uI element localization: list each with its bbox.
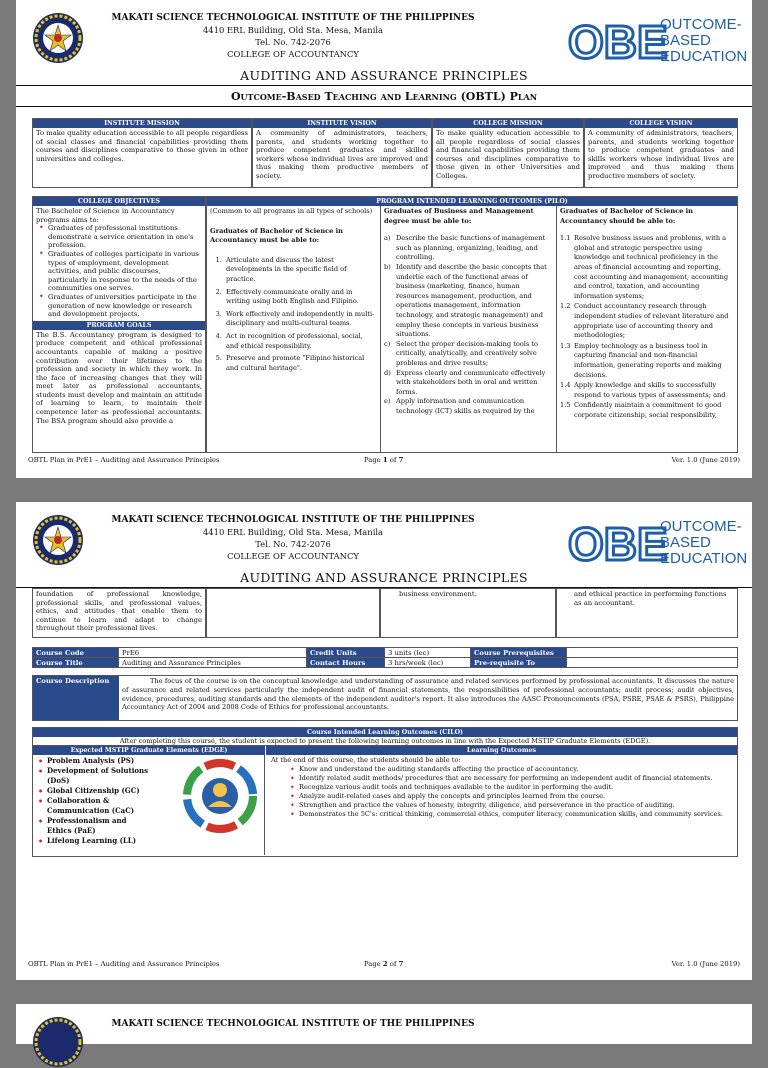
institution-address: 4410 ERL Building, Old Sta. Mesa, Manila	[202, 527, 384, 537]
college-mission-text: To make quality education accessible to all people regardless of social classes and financial capabilities providing them courses and disciplines comparative to those given in other Universities and Colleges.	[436, 129, 580, 180]
footer-doc-title: OBTL Plan in PrE1 – Auditing and Assurance Principles	[28, 456, 220, 464]
cilo-body	[33, 755, 737, 855]
divider	[16, 85, 752, 86]
page-3	[16, 1004, 752, 1044]
footer-page-number: Page 2 of 7	[364, 960, 404, 968]
pilo-common-continued	[206, 588, 380, 638]
list-item: • Lifelong Learning (LL)	[47, 836, 153, 846]
contact-hours-label: Contact Hours	[307, 658, 385, 668]
course-description-label: Course Description	[33, 676, 119, 720]
obe-logo-line-2: BASED	[660, 534, 711, 551]
college-mission-box	[432, 118, 584, 188]
footer-doc-title: OBTL Plan in PrE1 – Auditing and Assurance Principles	[28, 960, 220, 968]
footer-version: Ver. 1.0 (June 2019)	[671, 960, 740, 968]
learning-outcomes-intro: At the end of this course, the students should be able to:	[271, 756, 461, 764]
page-header	[16, 502, 752, 570]
list-item: 1.2 Conduct accountancy research through independent studies of relevant literature and appropriate use of accounting theory and methodologies;	[560, 302, 729, 340]
pilo-box	[206, 196, 738, 453]
institution-block	[98, 12, 488, 60]
divider	[16, 106, 752, 107]
prerequisite-to-value	[567, 658, 738, 668]
institute-seal-icon	[32, 514, 84, 566]
obe-logo-mark: OBE	[568, 16, 668, 66]
list-item: • Graduates of universities participate in the generation of new knowledge or research and development projects.	[48, 293, 202, 319]
list-item: 1. Articulate and discuss the latest developments in the specific field of practice.	[224, 256, 377, 285]
program-goals-head: PROGRAM GOALS	[33, 321, 205, 330]
list-item: 2. Effectively communicate orally and in writing using both English and Filipino.	[224, 288, 377, 307]
course-prerequisites-value	[567, 648, 738, 658]
institution-name: MAKATI SCIENCE TECHNOLOGICAL INSTITUTE OF THE PHILIPPINES	[111, 1019, 475, 1029]
course-description-box	[32, 675, 738, 721]
college-objectives-box	[32, 196, 206, 453]
institute-mission-text: To make quality education accessible to all people regardless of social classes and financial capabilities providing them courses and disciplines comparative to those given in other universities and colleges.	[36, 129, 248, 163]
credit-units-label: Credit Units	[307, 648, 385, 658]
college-objectives-body	[33, 206, 205, 320]
pilo-business-column	[381, 206, 557, 453]
college-objectives-list	[36, 224, 202, 319]
list-item: 1.3 Employ technology as a business tool in capturing financial and non-financial information, generating reports and making decisions.	[560, 341, 722, 379]
list-item: • Graduates of colleges participate in various types of employment, development activities, and public discourses, particularly in response to the needs of the communities one serves.	[48, 250, 202, 293]
cilo-column-heads	[33, 746, 737, 755]
list-item: • Recognize various audit tools and techniques available to the auditor in performing the audit.	[299, 783, 731, 792]
obe-logo-line-3: EDUCATION	[660, 48, 748, 65]
course-prerequisites-label: Course Prerequisites	[471, 648, 567, 658]
list-item: c) Select the proper decision-making tools to critically, analytically, and creatively solve problems and drive results;	[384, 339, 538, 367]
page-header	[16, 0, 752, 68]
college-vision-box	[584, 118, 738, 188]
obe-logo-line-2: BASED	[660, 32, 711, 49]
pilo-common-list	[210, 256, 377, 374]
cilo-subtext: After completing this course, the student is expected to present the following learning outcomes in line with the Expected MSTIP Graduate Elements (EDGE).	[33, 737, 737, 746]
list-item: 1.1 Resolve business issues and problems, with a global and strategic perspective using knowledge and technical proficiency in the areas of financial accounting and reporting, cost accounting and management, accounting and control, taxation, and accounting information systems;	[560, 234, 729, 300]
institute-vision-head: INSTITUTE VISION	[253, 119, 431, 128]
page-1	[16, 0, 752, 478]
list-item: 5. Preserve and promote "Filipino historical and cultural heritage".	[224, 354, 377, 373]
list-item: • Demonstrates the 5C's: critical thinking, commercial ethics, computer literacy, communication skills, and community services.	[299, 810, 731, 819]
pilo-accountancy-continued: and ethical practice in performing functions as an accountant.	[556, 588, 738, 638]
college-objectives-head: COLLEGE OBJECTIVES	[33, 197, 205, 206]
institution-block	[98, 514, 488, 562]
footer-page-number: Page 1 of 7	[364, 456, 404, 464]
college-vision-head: COLLEGE VISION	[585, 119, 737, 128]
institution-name: MAKATI SCIENCE TECHNOLOGICAL INSTITUTE OF THE PHILIPPINES	[111, 13, 475, 23]
list-item: • Problem Analysis (PS)	[47, 756, 153, 766]
course-info-table	[32, 647, 738, 668]
list-item: • Strengthen and practice the values of honesty, integrity, diligence, and perseverance in the practice of auditing.	[299, 801, 731, 810]
list-item: • Identify related audit methods/ procedures that are necessary for performing an independent audit of financial statements.	[299, 774, 731, 783]
course-heading: AUDITING AND ASSURANCE PRINCIPLES	[240, 68, 528, 83]
page-2	[16, 502, 752, 980]
list-item: • Collaboration & Communication (CaC)	[47, 796, 153, 816]
course-code-value: PrE6	[119, 648, 307, 658]
pilo-accountancy-column	[557, 206, 737, 453]
learning-outcomes-column	[265, 755, 737, 855]
course-heading: AUDITING AND ASSURANCE PRINCIPLES	[240, 570, 528, 585]
obe-logo-line-3: EDUCATION	[660, 550, 748, 567]
learning-outcomes-head: Learning Outcomes	[265, 746, 737, 755]
college-vision-text: A community of administrators, teachers, parents, and students working together to produce competent graduates and skills workers whose individual lives are improved and thus making them productive members of society.	[588, 129, 734, 180]
prerequisite-to-label: Pre-requisite To	[471, 658, 567, 668]
obe-logo-mark: OBE	[568, 518, 668, 568]
program-goals-text: The B.S. Accountancy program is designed to produce competent and ethical professional accountants capable of making a positive contribution over their lifetimes to the profession and society in which they work. In the face of increasing changes that they will meet later as professional accountants, students must develop and maintain an attitude of learning to learn, to maintain their competence later as professional accountants. The BSA program should also provide a	[36, 330, 202, 425]
edge-list	[33, 755, 153, 846]
college-name: COLLEGE OF ACCOUNTANCY	[227, 551, 359, 561]
institution-block	[98, 1018, 488, 1030]
obe-logo-line-1: OUTCOME-	[660, 518, 742, 535]
list-item: • Development of Solutions (DoS)	[47, 766, 153, 786]
institute-seal-icon	[32, 12, 84, 64]
list-item: 1.5 Confidently maintain a commitment to good corporate citizenship, social responsibility,	[560, 401, 722, 419]
list-item: e) Apply information and communication technology (ICT) skills as required by the	[384, 397, 535, 415]
pilo-common-intro: Graduates of Bachelor of Science in Accountancy must be able to:	[210, 226, 343, 245]
cilo-head: Course Intended Learning Outcomes (CILO)	[33, 728, 737, 737]
learning-outcomes-list	[271, 765, 731, 819]
plan-title: Outcome-Based Teaching and Learning (OBTL) Plan	[230, 90, 538, 103]
program-goals-continued: foundation of professional knowledge, professional skills, and professional values, ethics, and attitudes that enable them to continue to learn and adapt to change throughout their professional lives.	[32, 588, 206, 638]
list-item: b) Identify and describe the basic concepts that underlie each of the functional areas of business (marketing, finance, human resources management, production, and operations management, information technology, and strategic management) and employ these concepts in various business situations.	[384, 262, 547, 339]
college-objectives-intro: The Bachelor of Science in Accountancy programs aims to:	[36, 207, 175, 224]
list-item: a) Describe the basic functions of management such as planning, organizing, leading, and controlling.	[384, 234, 546, 262]
institute-vision-text: A community of administrators, teachers, parents, and students working together to produce competent graduates and skilled workers whose individual lives are improved and thus making them productive members of society.	[256, 129, 428, 180]
edge-head: Expected MSTIP Graduate Elements (EDGE)	[33, 746, 265, 755]
list-item: • Know and understand the auditing standards affecting the practice of accountancy.	[299, 765, 731, 774]
pilo-common-column	[207, 206, 381, 453]
list-item: • Analyze audit-related cases and apply the concepts and principles learned from the course.	[299, 792, 731, 801]
institute-mission-head: INSTITUTE MISSION	[33, 119, 251, 128]
institution-tel: Tel. No. 742-2076	[255, 539, 331, 549]
obe-logo-icon	[568, 516, 748, 568]
pilo-business-intro: Graduates of Business and Management degree must be able to:	[384, 207, 534, 225]
edge-cycle-graphic-icon	[183, 759, 257, 833]
contact-hours-value: 3 hrs/week (lec)	[385, 658, 471, 668]
course-title-value: Auditing and Assurance Principles	[119, 658, 307, 668]
list-item: • Professionalism and Ethics (PaE)	[47, 816, 153, 836]
list-item: • Global Citizenship (GC)	[47, 786, 153, 796]
pilo-head: PROGRAM INTENDED LEARNING OUTCOMES (PILO)	[207, 197, 737, 206]
obe-logo-line-1: OUTCOME-	[660, 16, 742, 33]
list-item: 1.4 Apply knowledge and skills to successfully respond to various types of assessments; and	[560, 381, 726, 399]
course-description-text: The focus of the course is on the conceptual knowledge and understanding of assurance and related services performed by professional accountants. It discusses the nature of assurance and related services particularly the independent audit of financial statements, the responsibilities of professional accountants; audit process; audit objectives, evidence, procedures, auditing standards and the elements of the independent auditor's report. It also introduces the AASC Pronouncements (PSA, PSRE, PSAE & PSRS), Philippine Accountancy Act of 2004 and 2008 Code of Ethics for professional accountants.	[122, 677, 734, 712]
course-code-label: Course Code	[33, 648, 119, 658]
institution-tel: Tel. No. 742-2076	[255, 37, 331, 47]
pilo-business-continued: business environment.	[380, 588, 556, 638]
list-item: • Graduates of professional institutions demonstrate a service orientation in one's profession.	[48, 224, 202, 250]
institution-address: 4410 ERL Building, Old Sta. Mesa, Manila	[202, 25, 384, 35]
credit-units-value: 3 units (lec)	[385, 648, 471, 658]
list-item: d) Express clearly and communicate effectively with stakeholders both in oral and written forms.	[384, 368, 546, 396]
list-item: 3. Work effectively and independently in multi-disciplinary and multi-cultural teams.	[224, 310, 377, 329]
college-mission-head: COLLEGE MISSION	[433, 119, 583, 128]
pilo-accountancy-intro: Graduates of Bachelor of Science in Accountancy should be able to:	[560, 207, 693, 225]
college-name: COLLEGE OF ACCOUNTANCY	[227, 49, 359, 59]
pilo-common-note: (Common to all programs in all types of schools)	[210, 207, 373, 215]
institution-name: MAKATI SCIENCE TECHNOLOGICAL INSTITUTE OF THE PHILIPPINES	[111, 515, 475, 525]
footer-version: Ver. 1.0 (June 2019)	[671, 456, 740, 464]
list-item: 4. Act in recognition of professional, social, and ethical responsibility.	[224, 332, 377, 351]
institute-mission-box	[32, 118, 252, 188]
obe-logo-icon	[568, 14, 748, 66]
course-title-label: Course Title	[33, 658, 119, 668]
pilo-columns	[207, 206, 737, 453]
cilo-box	[32, 727, 738, 857]
institute-vision-box	[252, 118, 432, 188]
edge-column	[33, 755, 265, 855]
